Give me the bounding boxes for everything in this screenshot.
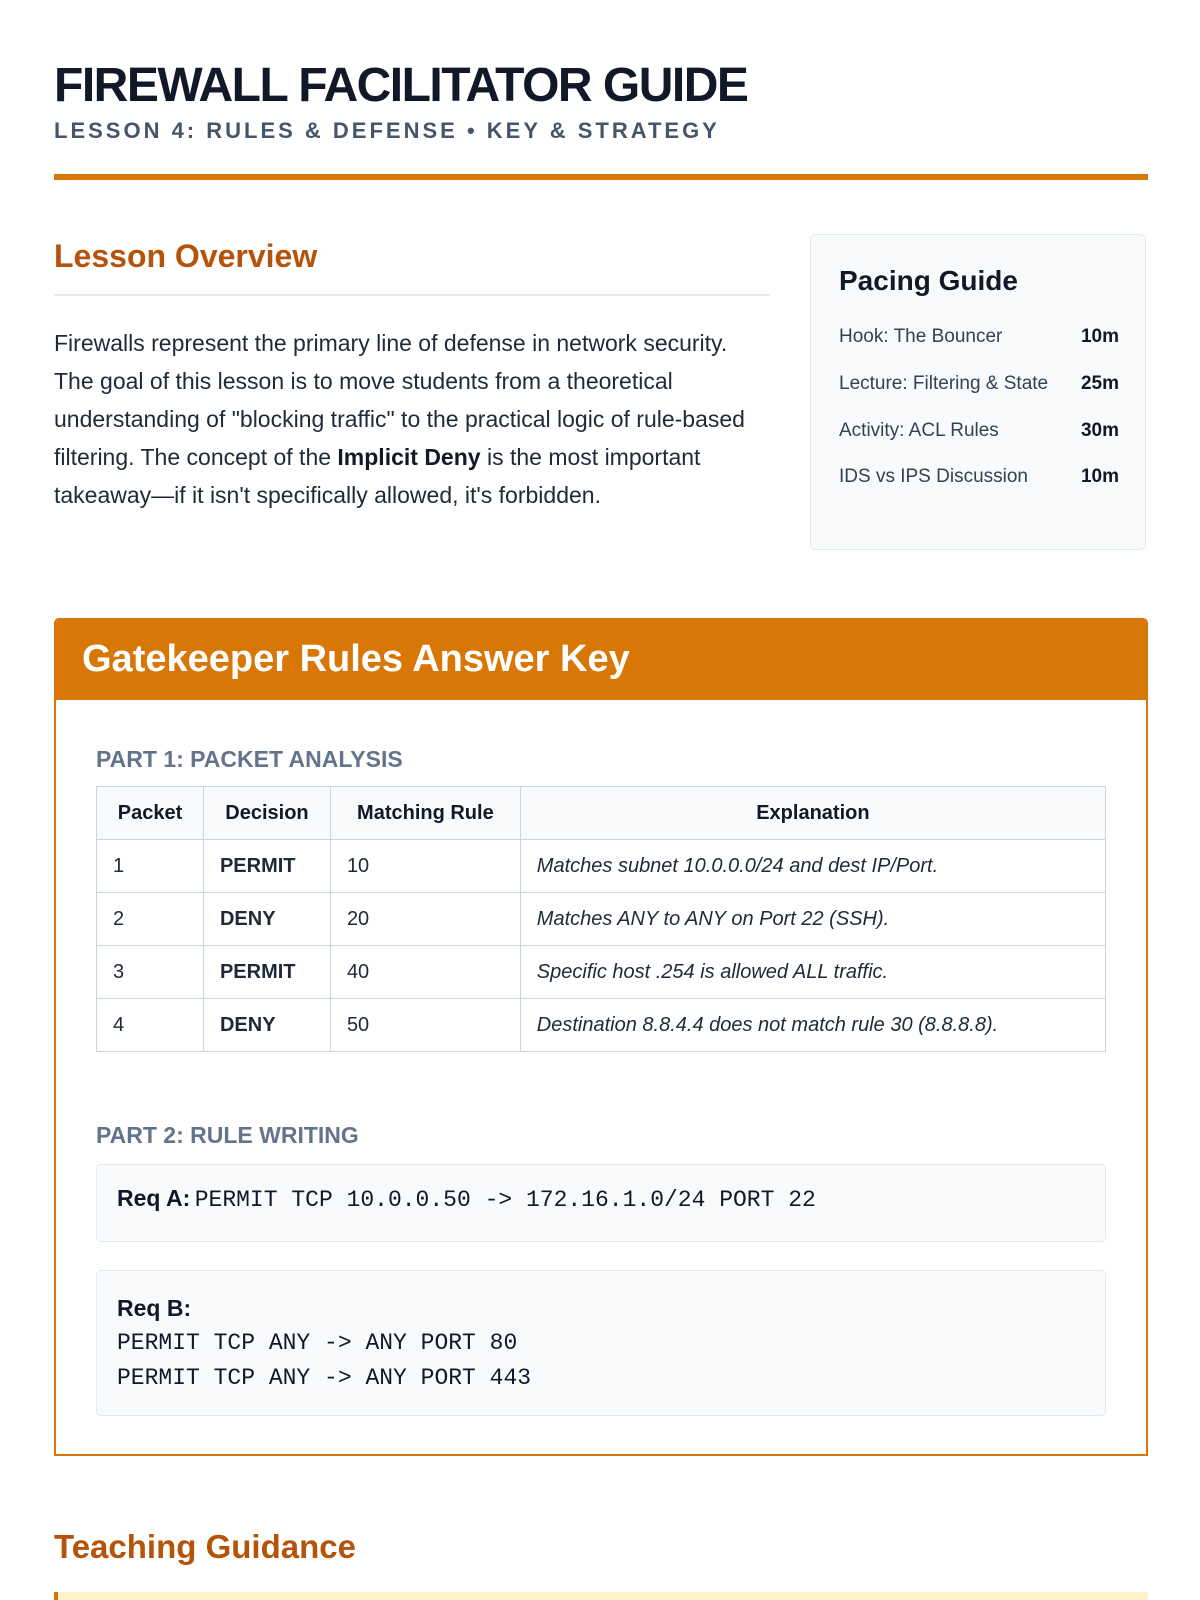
explanation-cell: Matches ANY to ANY on Port 22 (SSH). — [520, 893, 1105, 946]
packet-cell: 3 — [97, 946, 204, 999]
rule-cell: 40 — [330, 946, 520, 999]
packet-analysis-table — [96, 786, 1106, 1052]
packet-cell: 2 — [97, 893, 204, 946]
part2-heading: PART 2: RULE WRITING — [96, 1122, 359, 1148]
req-b-code-line: PERMIT TCP ANY -> ANY PORT 80 — [117, 1330, 518, 1356]
decision-cell: DENY — [203, 893, 330, 946]
rule-cell: 20 — [330, 893, 520, 946]
explanation-cell: Specific host .254 is allowed ALL traffic. — [520, 946, 1105, 999]
pacing-guide-card — [810, 234, 1146, 550]
req-a-code-block — [96, 1164, 1106, 1242]
explanation-cell: Destination 8.8.4.4 does not match rule 30 (8.8.8.8). — [520, 999, 1105, 1052]
guidance-callout-edge — [54, 1592, 1148, 1600]
rule-cell: 50 — [330, 999, 520, 1052]
req-a-label: Req A: — [117, 1185, 191, 1211]
column-header-explanation: Explanation — [520, 787, 1105, 840]
table-row — [97, 840, 1106, 893]
req-a-code: PERMIT TCP 10.0.0.50 -> 172.16.1.0/24 PORT 22 — [194, 1187, 816, 1213]
table-header-row — [97, 787, 1106, 840]
overview-divider — [54, 294, 770, 296]
facilitator-guide-page — [54, 0, 1148, 1600]
pacing-item — [839, 462, 1119, 492]
pacing-item-label: Activity: ACL Rules — [839, 420, 999, 441]
pacing-item-duration: 30m — [1080, 420, 1119, 441]
decision-cell: DENY — [203, 999, 330, 1052]
answer-key-panel — [54, 618, 1148, 1456]
pacing-item-duration: 25m — [1080, 373, 1119, 394]
page-title: FIREWALL FACILITATOR GUIDE — [54, 59, 748, 112]
pacing-item-label: IDS vs IPS Discussion — [839, 466, 1028, 487]
overview-heading: Lesson Overview — [54, 238, 318, 274]
pacing-item — [839, 322, 1119, 352]
pacing-item — [839, 369, 1119, 399]
packet-cell: 4 — [97, 999, 204, 1052]
explanation-cell: Matches subnet 10.0.0.0/24 and dest IP/Port. — [520, 840, 1105, 893]
answer-key-header — [56, 620, 1146, 700]
table-row — [97, 893, 1106, 946]
teaching-guidance-heading: Teaching Guidance — [54, 1528, 356, 1565]
overview-text-start: Firewalls represent the primary line of defense in network security. The goal of this lesson is to move students from a theoretical understanding of "blocking traffic" to the practical logic of rule-based filtering. The concept of the — [54, 330, 745, 470]
page-subtitle: LESSON 4: RULES & DEFENSE • KEY & STRATEGY — [54, 118, 720, 143]
pacing-item-duration: 10m — [1080, 326, 1119, 347]
decision-cell: PERMIT — [203, 946, 330, 999]
req-b-label: Req B: — [117, 1295, 192, 1321]
column-header-packet: Packet — [97, 787, 204, 840]
packet-cell: 1 — [97, 840, 204, 893]
table-row — [97, 999, 1106, 1052]
req-b-code-block — [96, 1270, 1106, 1416]
rule-cell: 10 — [330, 840, 520, 893]
pacing-guide-title: Pacing Guide — [839, 265, 1018, 296]
answer-key-title: Gatekeeper Rules Answer Key — [82, 638, 630, 680]
pacing-item-duration: 10m — [1080, 466, 1119, 487]
overview-paragraph — [54, 324, 770, 514]
pacing-item-label: Lecture: Filtering & State — [839, 373, 1049, 394]
overview-text-emphasis: Implicit Deny — [337, 444, 481, 470]
part1-heading: PART 1: PACKET ANALYSIS — [96, 746, 403, 772]
pacing-item-label: Hook: The Bouncer — [839, 326, 1003, 347]
overview-text-end: is the most important takeaway—if it isn't specifically allowed, it's forbidden. — [54, 444, 701, 508]
req-b-code-line: PERMIT TCP ANY -> ANY PORT 443 — [117, 1365, 532, 1391]
column-header-matching-rule: Matching Rule — [330, 787, 520, 840]
decision-cell: PERMIT — [203, 840, 330, 893]
column-header-decision: Decision — [203, 787, 330, 840]
pacing-item — [839, 416, 1119, 446]
header-divider — [54, 174, 1148, 180]
table-row — [97, 946, 1106, 999]
